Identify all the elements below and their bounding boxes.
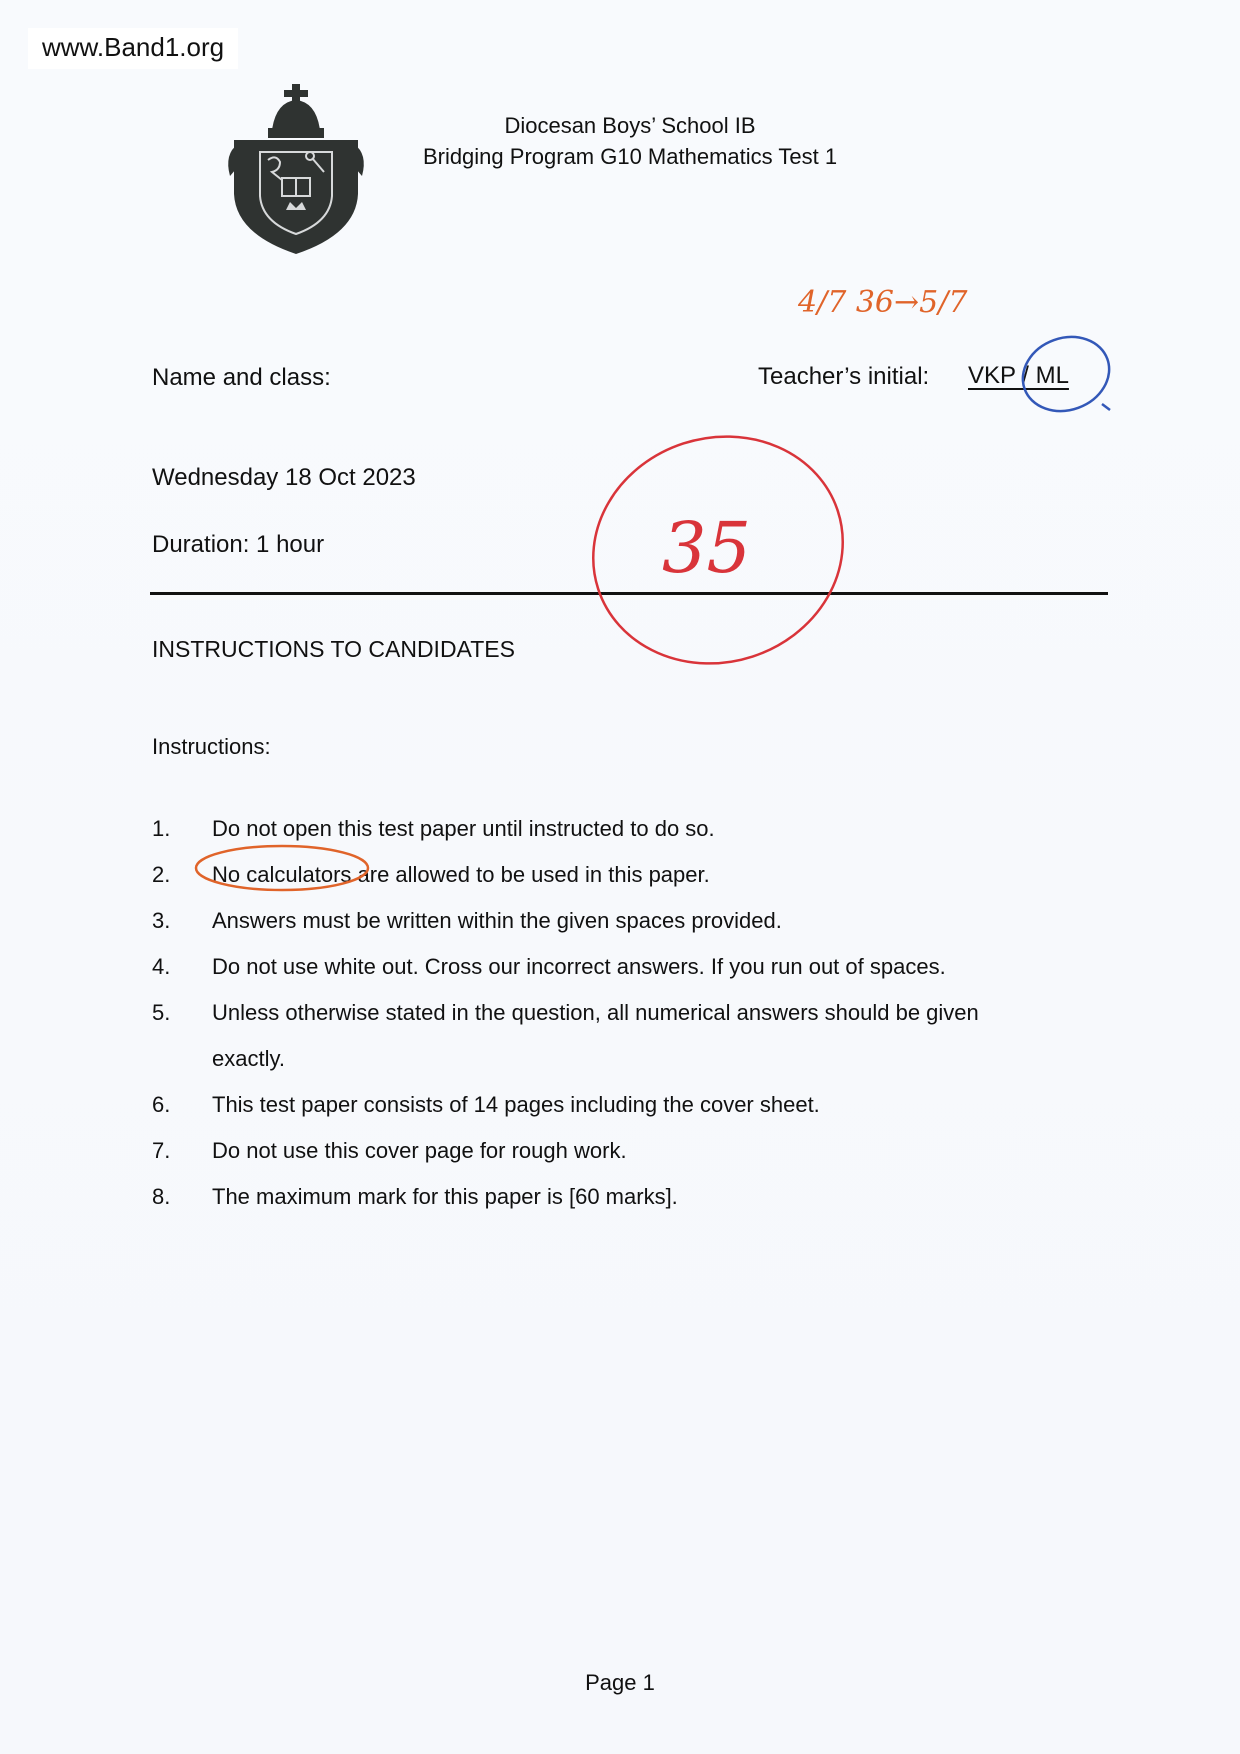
item-number: 4. <box>152 954 171 979</box>
item-number: 8. <box>152 1184 171 1209</box>
list-item <box>152 944 1052 990</box>
divider-rule <box>150 592 1108 595</box>
item-text: Do not use white out. Cross our incorrect answers. If you run out of spaces. <box>212 954 946 979</box>
item-number: 7. <box>152 1138 171 1163</box>
teacher-initial-label: Teacher’s initial: <box>758 363 930 390</box>
item-text: Answers must be written within the given spaces provided. <box>212 908 782 933</box>
item-text: No calculators are allowed to be used in this paper. <box>212 862 710 887</box>
list-item <box>152 898 1052 944</box>
teacher-initial-value: VKP / ML <box>968 362 1069 389</box>
instructions-heading: INSTRUCTIONS TO CANDIDATES <box>152 636 515 662</box>
score-circle <box>564 405 873 696</box>
site-watermark: www.Band1.org <box>28 28 238 69</box>
instructions-subheading: Instructions: <box>152 734 271 759</box>
instructions-list <box>152 806 1052 1220</box>
list-item <box>152 1128 1052 1174</box>
list-item <box>152 990 1052 1082</box>
item-number: 1. <box>152 816 171 841</box>
initial-circle-tail <box>1102 404 1110 410</box>
item-number: 5. <box>152 1000 171 1025</box>
school-name: Diocesan Boys’ School IB <box>504 113 756 138</box>
item-text: This test paper consists of 14 pages including the cover sheet. <box>212 1092 820 1117</box>
test-duration: Duration: 1 hour <box>152 531 325 558</box>
item-text: Unless otherwise stated in the question, all numerical answers should be given exactly. <box>212 1000 979 1071</box>
item-number: 3. <box>152 908 171 933</box>
item-text: Do not use this cover page for rough work. <box>212 1138 627 1163</box>
page-number: Page 1 <box>585 1670 655 1695</box>
item-text: The maximum mark for this paper is [60 marks]. <box>212 1184 678 1209</box>
test-date: Wednesday 18 Oct 2023 <box>152 464 416 491</box>
list-item <box>152 1082 1052 1128</box>
list-item <box>152 852 1052 898</box>
test-title: Bridging Program G10 Mathematics Test 1 <box>422 144 838 169</box>
test-header <box>360 110 900 172</box>
school-crest-icon <box>220 84 372 254</box>
marking-note: 4/7 36→5/7 <box>798 285 968 320</box>
item-number: 6. <box>152 1092 171 1117</box>
name-and-class-label: Name and class: <box>152 364 331 391</box>
score-mark: 35 <box>662 507 752 589</box>
list-item <box>152 806 1052 852</box>
list-item <box>152 1174 1052 1220</box>
item-number: 2. <box>152 862 171 887</box>
item-text: Do not open this test paper until instructed to do so. <box>212 816 715 841</box>
